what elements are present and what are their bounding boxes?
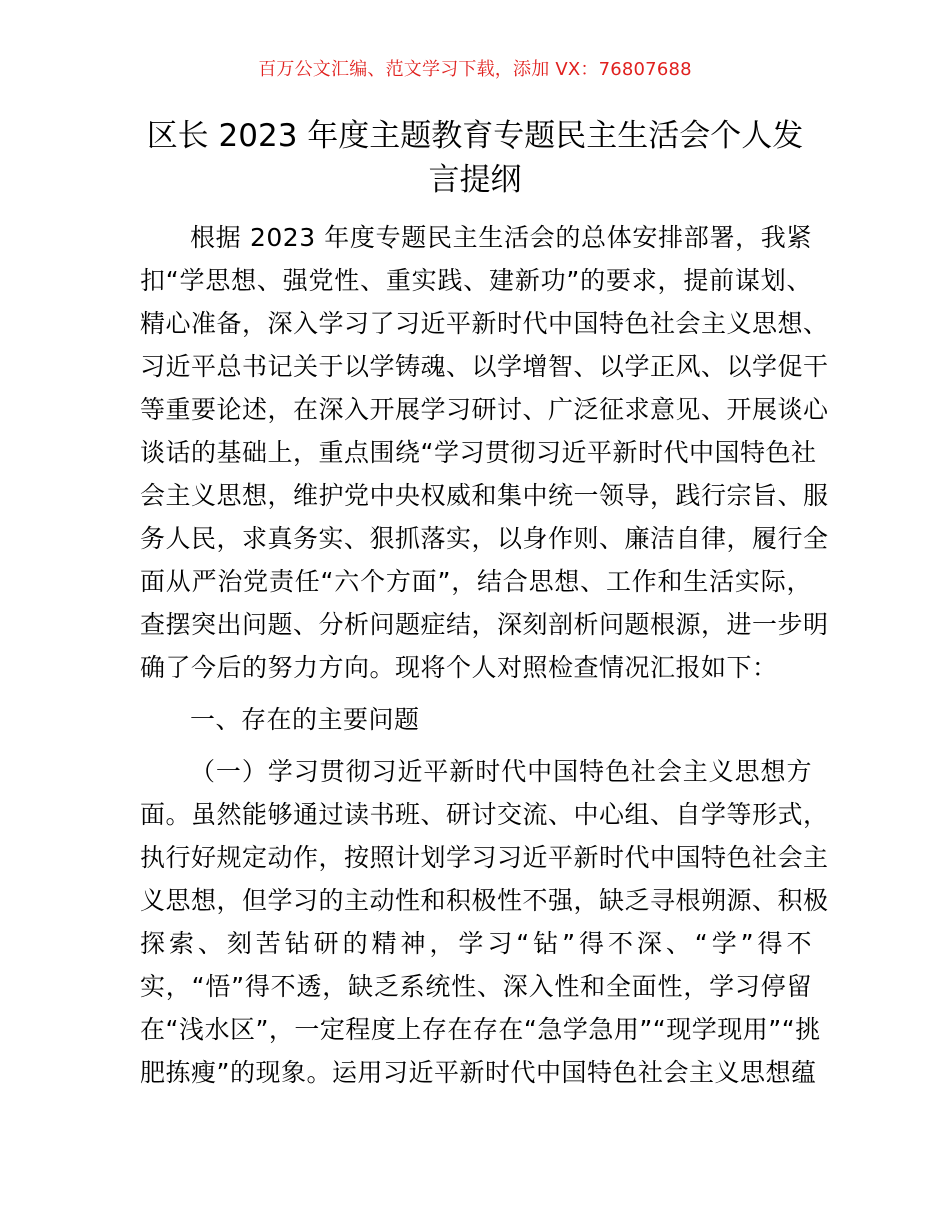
paragraph-line: 义思想，但学习的主动性和积极性不强，缺乏寻根朔源、积极 xyxy=(140,886,829,915)
title-line: 言提纲 xyxy=(428,162,522,198)
paragraph-line: 面从严治党责任“六个方面”，结合思想、工作和生活实际， xyxy=(140,567,812,596)
paragraph-line: 探索、刻苦钻研的精神，学习“钻”得不深、“学”得不 xyxy=(140,929,812,958)
paragraph-line: 面。虽然能够通过读书班、研讨交流、中心组、自学等形式， xyxy=(140,800,829,829)
paragraph-line: 习近平总书记关于以学铸魂、以学增智、以学正风、以学促干 xyxy=(140,352,829,381)
intro-paragraph xyxy=(140,216,829,689)
document-title xyxy=(135,114,815,202)
paragraph-line: 执行好规定动作，按照计划学习习近平新时代中国特色社会主 xyxy=(140,843,829,872)
paragraph-line: 精心准备，深入学习了习近平新时代中国特色社会主义思想、 xyxy=(140,309,829,338)
section1-paragraph xyxy=(140,750,829,1094)
paragraph-line: 扣“学思想、强党性、重实践、建新功”的要求，提前谋划、 xyxy=(140,266,812,295)
paragraph-line: 根据 2023 年度专题民主生活会的总体安排部署，我紧 xyxy=(190,223,812,252)
paragraph-line: 查摆突出问题、分析问题症结，深刻剖析问题根源，进一步明 xyxy=(140,610,829,639)
document-body xyxy=(140,216,829,1094)
paragraph-line: 会主义思想，维护党中央权威和集中统一领导，践行宗旨、服 xyxy=(140,481,829,510)
paragraph-line: 等重要论述，在深入开展学习研讨、广泛征求意见、开展谈心 xyxy=(140,395,829,424)
paragraph-gap xyxy=(140,689,812,698)
paragraph-gap xyxy=(140,741,812,750)
paragraph-line: 谈话的基础上，重点围绕“学习贯彻习近平新时代中国特色社 xyxy=(140,438,817,467)
paragraph-line: 务人民，求真务实、狠抓落实，以身作则、廉洁自律，履行全 xyxy=(140,524,829,553)
section-heading: 一、存在的主要问题 xyxy=(190,705,420,734)
paragraph-line: 肥拣瘦”的现象。运用习近平新时代中国特色社会主义思想蕴 xyxy=(140,1058,817,1087)
title-line: 区长 2023 年度主题教育专题民主生活会个人发 xyxy=(146,118,804,154)
paragraph-line: 实，“悟”得不透，缺乏系统性、深入性和全面性，学习停留 xyxy=(140,972,812,1001)
watermark-header: 百万公文汇编、范文学习下载，添加 VX：76807688 xyxy=(258,59,692,80)
paragraph-line: 确了今后的努力方向。现将个人对照检查情况汇报如下： xyxy=(140,653,778,682)
paragraph-line: 在“浅水区”，一定程度上存在存在“急学急用”“现学现用”“挑 xyxy=(140,1015,821,1044)
paragraph-line: （一）学习贯彻习近平新时代中国特色社会主义思想方 xyxy=(190,757,812,786)
